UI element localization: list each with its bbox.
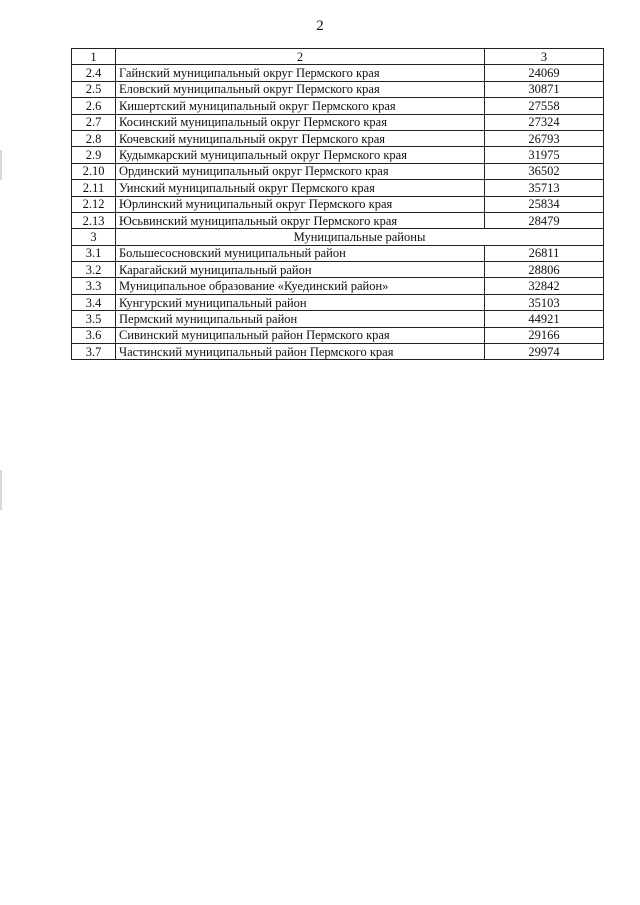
table-row <box>72 327 604 343</box>
section-number: 3 <box>72 229 116 245</box>
row-name: Муниципальное образование «Куединский район» <box>116 278 485 294</box>
row-value: 26793 <box>485 130 604 146</box>
table-row <box>72 311 604 327</box>
row-number: 3.6 <box>72 327 116 343</box>
row-value: 25834 <box>485 196 604 212</box>
row-name: Частинский муниципальный район Пермского края <box>116 344 485 360</box>
row-value: 27558 <box>485 98 604 114</box>
row-value: 44921 <box>485 311 604 327</box>
row-name: Большесосновский муниципальный район <box>116 245 485 261</box>
row-name: Кочевский муниципальный округ Пермского края <box>116 130 485 146</box>
table-row <box>72 245 604 261</box>
row-number: 3.4 <box>72 294 116 310</box>
table-row <box>72 344 604 360</box>
table-row <box>72 81 604 97</box>
section-title: Муниципальные районы <box>116 229 604 245</box>
table-row <box>72 98 604 114</box>
data-table <box>71 48 604 360</box>
row-value: 28479 <box>485 212 604 228</box>
row-name: Кудымкарский муниципальный округ Пермского края <box>116 147 485 163</box>
header-col-2: 2 <box>116 49 485 65</box>
row-name: Уинский муниципальный округ Пермского края <box>116 180 485 196</box>
row-name: Гайнский муниципальный округ Пермского края <box>116 65 485 81</box>
row-number: 2.5 <box>72 81 116 97</box>
row-number: 2.11 <box>72 180 116 196</box>
table-row <box>72 180 604 196</box>
table-row <box>72 65 604 81</box>
row-number: 3.3 <box>72 278 116 294</box>
header-col-1: 1 <box>72 49 116 65</box>
row-number: 2.13 <box>72 212 116 228</box>
table-row <box>72 278 604 294</box>
table-header-row <box>72 49 604 65</box>
row-number: 2.7 <box>72 114 116 130</box>
row-name: Ординский муниципальный округ Пермского края <box>116 163 485 179</box>
row-number: 2.8 <box>72 130 116 146</box>
table-row <box>72 212 604 228</box>
row-value: 28806 <box>485 262 604 278</box>
page-number: 2 <box>316 18 324 34</box>
row-number: 3.2 <box>72 262 116 278</box>
row-value: 30871 <box>485 81 604 97</box>
row-number: 2.6 <box>72 98 116 114</box>
table-row <box>72 114 604 130</box>
table-row <box>72 147 604 163</box>
scan-edge-mark <box>0 470 2 510</box>
section-row <box>72 229 604 245</box>
row-value: 29166 <box>485 327 604 343</box>
row-value: 24069 <box>485 65 604 81</box>
row-value: 35103 <box>485 294 604 310</box>
row-value: 31975 <box>485 147 604 163</box>
table-row <box>72 262 604 278</box>
scan-edge-mark <box>0 150 2 180</box>
row-value: 36502 <box>485 163 604 179</box>
row-number: 3.1 <box>72 245 116 261</box>
row-value: 26811 <box>485 245 604 261</box>
row-number: 2.4 <box>72 65 116 81</box>
row-name: Кишертский муниципальный округ Пермского края <box>116 98 485 114</box>
row-number: 2.12 <box>72 196 116 212</box>
row-name: Сивинский муниципальный район Пермского края <box>116 327 485 343</box>
table-row <box>72 196 604 212</box>
table-row <box>72 163 604 179</box>
header-col-3: 3 <box>485 49 604 65</box>
row-name: Кунгурский муниципальный район <box>116 294 485 310</box>
table-row <box>72 294 604 310</box>
row-name: Еловский муниципальный округ Пермского края <box>116 81 485 97</box>
row-value: 29974 <box>485 344 604 360</box>
row-number: 3.5 <box>72 311 116 327</box>
row-name: Юрлинский муниципальный округ Пермского края <box>116 196 485 212</box>
row-value: 32842 <box>485 278 604 294</box>
table-row <box>72 130 604 146</box>
row-value: 27324 <box>485 114 604 130</box>
row-value: 35713 <box>485 180 604 196</box>
row-name: Косинский муниципальный округ Пермского края <box>116 114 485 130</box>
row-number: 2.9 <box>72 147 116 163</box>
row-name: Юсьвинский муниципальный округ Пермского края <box>116 212 485 228</box>
row-number: 2.10 <box>72 163 116 179</box>
row-name: Пермский муниципальный район <box>116 311 485 327</box>
row-number: 3.7 <box>72 344 116 360</box>
row-name: Карагайский муниципальный район <box>116 262 485 278</box>
